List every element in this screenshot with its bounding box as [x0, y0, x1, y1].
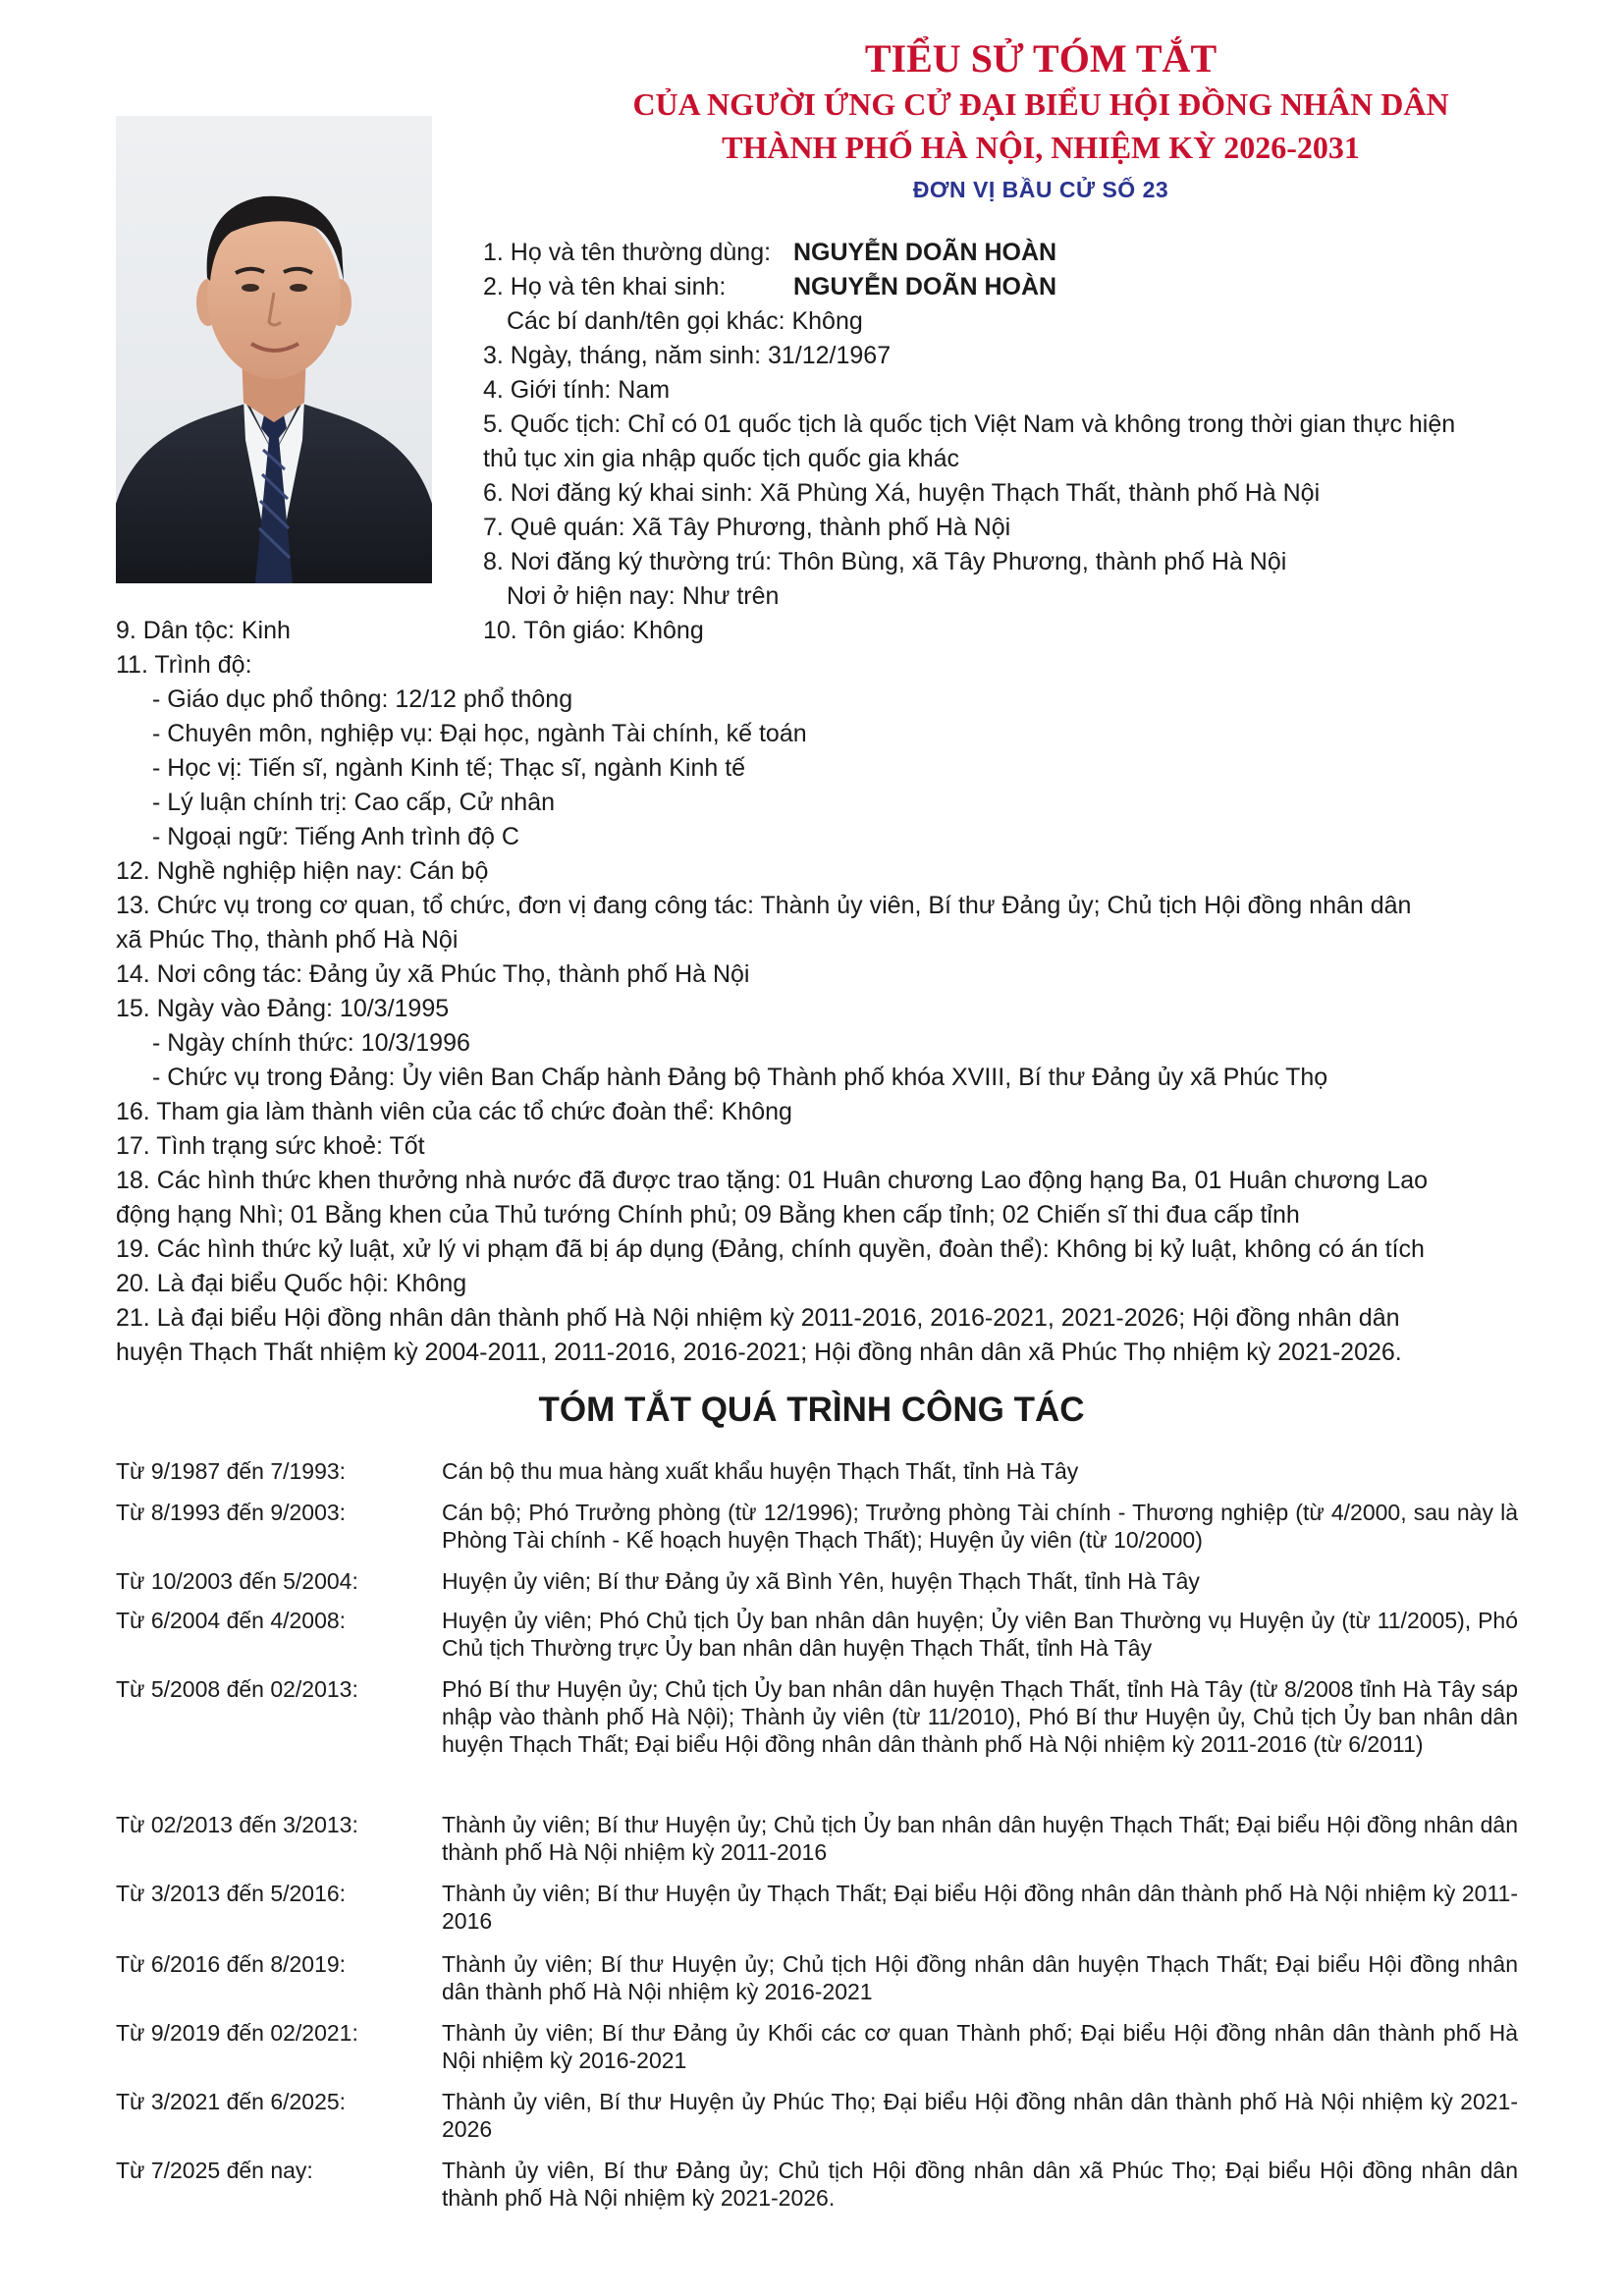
- bio-education-specialty: - Chuyên môn, nghiệp vụ: Đại học, ngành Tài chính, kế toán: [152, 720, 807, 747]
- bio-education-degree: - Học vị: Tiến sĩ, ngành Kinh tế; Thạc sĩ, ngành Kinh tế: [152, 754, 746, 782]
- bio-education-language: - Ngoại ngữ: Tiếng Anh trình độ C: [152, 823, 519, 850]
- career-period: Từ 9/1987 đến 7/1993:: [116, 1458, 347, 1484]
- career-period: Từ 6/2004 đến 4/2008:: [116, 1608, 347, 1633]
- career-description: Thành ủy viên; Bí thư Huyện ủy; Chủ tịch Ủy ban nhân dân huyện Thạch Thất; Đại biểu Hội đồng nhân dân thành phố Hà Nội nhiệm kỳ 2011-2016: [442, 1812, 1518, 1865]
- career-description: Thành ủy viên, Bí thư Đảng ủy; Chủ tịch Hội đồng nhân dân xã Phúc Thọ; Đại biểu Hội đồng nhân dân thành phố Hà Nội nhiệm kỳ 2021-2026.: [442, 2158, 1518, 2211]
- bio-discipline: 19. Các hình thức kỷ luật, xử lý vi phạm đã bị áp dụng (Đảng, chính quyền, đoàn thể): Không bị kỷ luật, không có án tích: [116, 1235, 1425, 1263]
- bio-birth-name-label: 2. Họ và tên khai sinh:: [483, 273, 727, 301]
- bio-party-official-date: - Ngày chính thức: 10/3/1996: [152, 1029, 470, 1057]
- bio-council-membership-cont: huyện Thạch Thất nhiệm kỳ 2004-2011, 2011-2016, 2016-2021; Hội đồng nhân dân xã Phúc Thọ nhiệm kỳ 2021-2026.: [116, 1339, 1402, 1366]
- bio-birth-registration: 6. Nơi đăng ký khai sinh: Xã Phùng Xá, huyện Thạch Thất, thành phố Hà Nội: [483, 479, 1321, 507]
- career-period: Từ 9/2019 đến 02/2021:: [116, 2020, 358, 2046]
- bio-birth-name-value: NGUYỄN DOÃN HOÀN: [793, 273, 1057, 301]
- career-description: Thành ủy viên; Bí thư Đảng ủy Khối các cơ quan Thành phố; Đại biểu Hội đồng nhân dân thành phố Hà Nội nhiệm kỳ 2016-2021: [442, 2020, 1518, 2073]
- career-description: Cán bộ; Phó Trưởng phòng (từ 12/1996); Trưởng phòng Tài chính - Thương nghiệp (từ 4/2000, sau này là Phòng Tài chính - Kế hoạch huyện Thạch Thất); Huyện ủy viên (từ 10/2000): [442, 1500, 1518, 1553]
- bio-organizations: 16. Tham gia làm thành viên của các tổ chức đoàn thể: Không: [116, 1098, 792, 1125]
- bio-awards-cont: động hạng Nhì; 01 Bằng khen của Thủ tướng Chính phủ; 09 Bằng khen cấp tỉnh; 02 Chiến sĩ thi đua cấp tỉnh: [116, 1201, 1300, 1229]
- bio-council-membership: 21. Là đại biểu Hội đồng nhân dân thành phố Hà Nội nhiệm kỳ 2011-2016, 2016-2021, 2021-2026; Hội đồng nhân dân: [116, 1304, 1400, 1332]
- bio-position: 13. Chức vụ trong cơ quan, tổ chức, đơn vị đang công tác: Thành ủy viên, Bí thư Đảng ủy; Chủ tịch Hội đồng nhân dân: [116, 892, 1412, 919]
- electoral-unit: ĐƠN VỊ BẦU CỬ SỐ 23: [912, 177, 1169, 202]
- bio-national-assembly: 20. Là đại biểu Quốc hội: Không: [116, 1270, 467, 1297]
- bio-education-general: - Giáo dục phổ thông: 12/12 phổ thông: [152, 685, 573, 713]
- career-period: Từ 3/2021 đến 6/2025:: [116, 2089, 347, 2114]
- bio-nationality-cont: thủ tục xin gia nhập quốc tịch quốc gia khác: [483, 445, 960, 472]
- career-description: Huyện ủy viên; Bí thư Đảng ủy xã Bình Yên, huyện Thạch Thất, tỉnh Hà Tây: [442, 1568, 1200, 1594]
- career-section-title: TÓM TẮT QUÁ TRÌNH CÔNG TÁC: [538, 1391, 1085, 1429]
- career-description: Cán bộ thu mua hàng xuất khẩu huyện Thạch Thất, tỉnh Hà Tây: [442, 1458, 1079, 1484]
- career-period: Từ 5/2008 đến 02/2013:: [116, 1676, 358, 1702]
- career-description: Thành ủy viên, Bí thư Huyện ủy Phúc Thọ; Đại biểu Hội đồng nhân dân thành phố Hà Nội nhiệm kỳ 2021-2026: [442, 2089, 1518, 2142]
- document-title: TIỂU SỬ TÓM TẮT: [864, 36, 1217, 81]
- bio-party-join-date: 15. Ngày vào Đảng: 10/3/1995: [116, 995, 450, 1022]
- bio-common-name-label: 1. Họ và tên thường dùng:: [483, 239, 772, 266]
- bio-position-cont: xã Phúc Thọ, thành phố Hà Nội: [116, 926, 459, 954]
- career-period: Từ 02/2013 đến 3/2013:: [116, 1812, 358, 1837]
- bio-aliases: Các bí danh/tên gọi khác: Không: [507, 307, 863, 335]
- career-description: Thành ủy viên; Bí thư Huyện ủy; Chủ tịch Hội đồng nhân dân huyện Thạch Thất; Đại biểu Hội đồng nhân dân thành phố Hà Nội nhiệm kỳ 2016-2021: [442, 1951, 1518, 2004]
- career-period: Từ 3/2013 đến 5/2016:: [116, 1881, 347, 1906]
- career-period: Từ 8/1993 đến 9/2003:: [116, 1500, 347, 1525]
- bio-current-residence: Nơi ở hiện nay: Như trên: [507, 582, 780, 610]
- bio-birth-name: [483, 271, 1057, 302]
- bio-education-politics: - Lý luận chính trị: Cao cấp, Cử nhân: [152, 789, 556, 816]
- bio-permanent-residence: 8. Nơi đăng ký thường trú: Thôn Bùng, xã Tây Phương, thành phố Hà Nội: [483, 548, 1287, 575]
- career-period: Từ 6/2016 đến 8/2019:: [116, 1951, 347, 1977]
- bio-workplace: 14. Nơi công tác: Đảng ủy xã Phúc Thọ, thành phố Hà Nội: [116, 960, 750, 988]
- document-subtitle-term: THÀNH PHỐ HÀ NỘI, NHIỆM KỲ 2026-2031: [722, 130, 1360, 165]
- bio-hometown: 7. Quê quán: Xã Tây Phương, thành phố Hà Nội: [483, 514, 1011, 541]
- career-description: Huyện ủy viên; Phó Chủ tịch Ủy ban nhân dân huyện; Ủy viên Ban Thường vụ Huyện ủy (từ 11/2005), Phó Chủ tịch Thường trực Ủy ban nhân dân huyện Thạch Thất, tỉnh Hà Tây: [442, 1608, 1518, 1661]
- bio-nationality: 5. Quốc tịch: Chỉ có 01 quốc tịch là quốc tịch Việt Nam và không trong thời gian thực hiện: [483, 410, 1456, 438]
- bio-gender: 4. Giới tính: Nam: [483, 376, 671, 404]
- bio-party-position: - Chức vụ trong Đảng: Ủy viên Ban Chấp hành Đảng bộ Thành phố khóa XVIII, Bí thư Đảng ủy xã Phúc Thọ: [152, 1064, 1328, 1091]
- bio-common-name: [483, 237, 1057, 268]
- bio-education-heading: 11. Trình độ:: [116, 651, 252, 679]
- document-subtitle: CỦA NGƯỜI ỨNG CỬ ĐẠI BIỂU HỘI ĐỒNG NHÂN DÂN: [632, 86, 1449, 122]
- bio-awards: 18. Các hình thức khen thưởng nhà nước đã được trao tặng: 01 Huân chương Lao động hạng Ba, 01 Huân chương Lao: [116, 1167, 1429, 1194]
- bio-common-name-value: NGUYỄN DOÃN HOÀN: [793, 239, 1057, 266]
- career-period: Từ 10/2003 đến 5/2004:: [116, 1568, 358, 1594]
- bio-occupation: 12. Nghề nghiệp hiện nay: Cán bộ: [116, 857, 489, 885]
- career-description: Phó Bí thư Huyện ủy; Chủ tịch Ủy ban nhân dân huyện Thạch Thất, tỉnh Hà Tây (từ 8/2008 tỉnh Hà Tây sáp nhập vào thành phố Hà Nội); Thành ủy viên (từ 11/2010), Phó Bí thư Huyện ủy, Chủ tịch Ủy ban nhân dân huyện Thạch Thất; Đại biểu Hội đồng nhân dân thành phố Hà Nội nhiệm kỳ 2011-2016 (từ 6/2011): [442, 1676, 1518, 1757]
- bio-religion: 10. Tôn giáo: Không: [483, 617, 704, 644]
- career-period: Từ 7/2025 đến nay:: [116, 2158, 313, 2183]
- bio-health: 17. Tình trạng sức khoẻ: Tốt: [116, 1132, 425, 1160]
- career-description: Thành ủy viên; Bí thư Huyện ủy Thạch Thất; Đại biểu Hội đồng nhân dân thành phố Hà Nội nhiệm kỳ 2011-2016: [442, 1881, 1518, 1934]
- candidate-portrait: [116, 116, 432, 583]
- bio-birth-date: 3. Ngày, tháng, năm sinh: 31/12/1967: [483, 342, 892, 369]
- bio-ethnicity: 9. Dân tộc: Kinh: [116, 617, 291, 644]
